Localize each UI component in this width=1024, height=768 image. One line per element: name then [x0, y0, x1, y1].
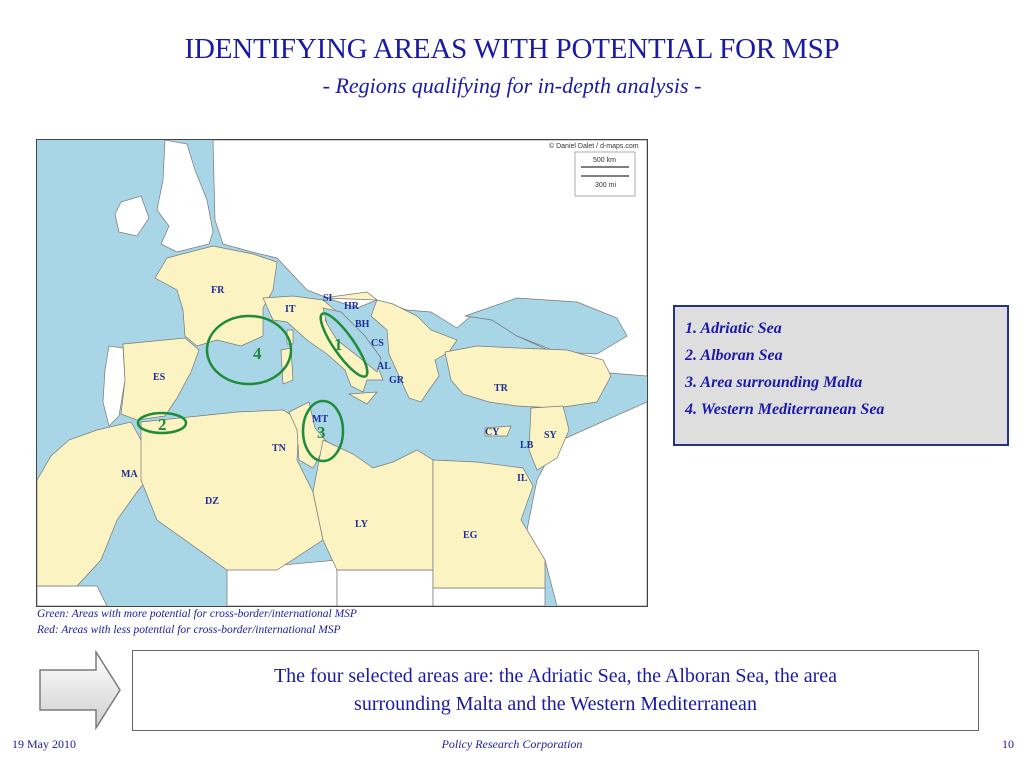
label-al: AL	[377, 361, 391, 372]
areas-legend	[673, 305, 1009, 446]
land-chad	[337, 570, 433, 606]
label-ma: MA	[121, 469, 138, 480]
label-es: ES	[153, 372, 166, 383]
area-number-1: 1	[334, 335, 343, 354]
label-si: SI	[323, 293, 333, 304]
label-eg: EG	[463, 530, 478, 541]
legend-item-adriatic: 1. Adriatic Sea	[685, 320, 782, 337]
label-il: IL	[517, 473, 528, 484]
label-lb: LB	[520, 440, 534, 451]
label-gr: GR	[389, 375, 404, 386]
area-number-2: 2	[158, 415, 167, 434]
slide-subtitle: - Regions qualifying for in-depth analysis -	[322, 73, 702, 98]
area-number-3: 3	[317, 423, 326, 442]
map-copyright: © Daniel Dalet / d-maps.com	[549, 143, 639, 150]
legend-item-malta: 3. Area surrounding Malta	[685, 374, 863, 391]
note-green: Green: Areas with more potential for cross-border/international MSP	[37, 608, 357, 620]
legend-item-alboran: 2. Alboran Sea	[685, 347, 783, 364]
area-number-4: 4	[253, 344, 262, 363]
label-ly: LY	[355, 519, 368, 530]
label-it: IT	[285, 304, 296, 315]
label-bh: BH	[355, 319, 370, 330]
footer-date: 19 May 2010	[12, 737, 76, 751]
summary-line-1: The four selected areas are: the Adriatic Sea, the Alboran Sea, the area	[273, 665, 838, 687]
footer-page-number: 10	[1002, 737, 1014, 751]
summary-box	[132, 650, 979, 731]
label-mt: MT	[312, 414, 329, 425]
label-tr: TR	[494, 383, 508, 394]
label-tn: TN	[272, 443, 286, 454]
label-fr: FR	[211, 285, 225, 296]
scale-km-label: 500 km	[593, 157, 616, 164]
label-cs: CS	[371, 338, 384, 349]
legend-item-western-med: 4. Western Mediterranean Sea	[685, 401, 885, 418]
land-south-west	[37, 586, 107, 606]
mediterranean-map	[36, 139, 648, 607]
footer-organization: Policy Research Corporation	[441, 737, 583, 751]
note-red: Red: Areas with less potential for cross-border/international MSP	[37, 624, 341, 636]
summary-line-2: surrounding Malta and the Western Mediterranean	[354, 693, 757, 715]
label-sy: SY	[544, 430, 557, 441]
land-sudan	[433, 588, 545, 606]
slide-title: IDENTIFYING AREAS WITH POTENTIAL FOR MSP	[184, 33, 840, 65]
right-arrow-icon	[38, 650, 122, 730]
scale-mi-label: 300 mi	[595, 182, 617, 189]
label-hr: HR	[344, 301, 359, 312]
label-dz: DZ	[205, 496, 219, 507]
label-cy: CY	[485, 427, 500, 438]
